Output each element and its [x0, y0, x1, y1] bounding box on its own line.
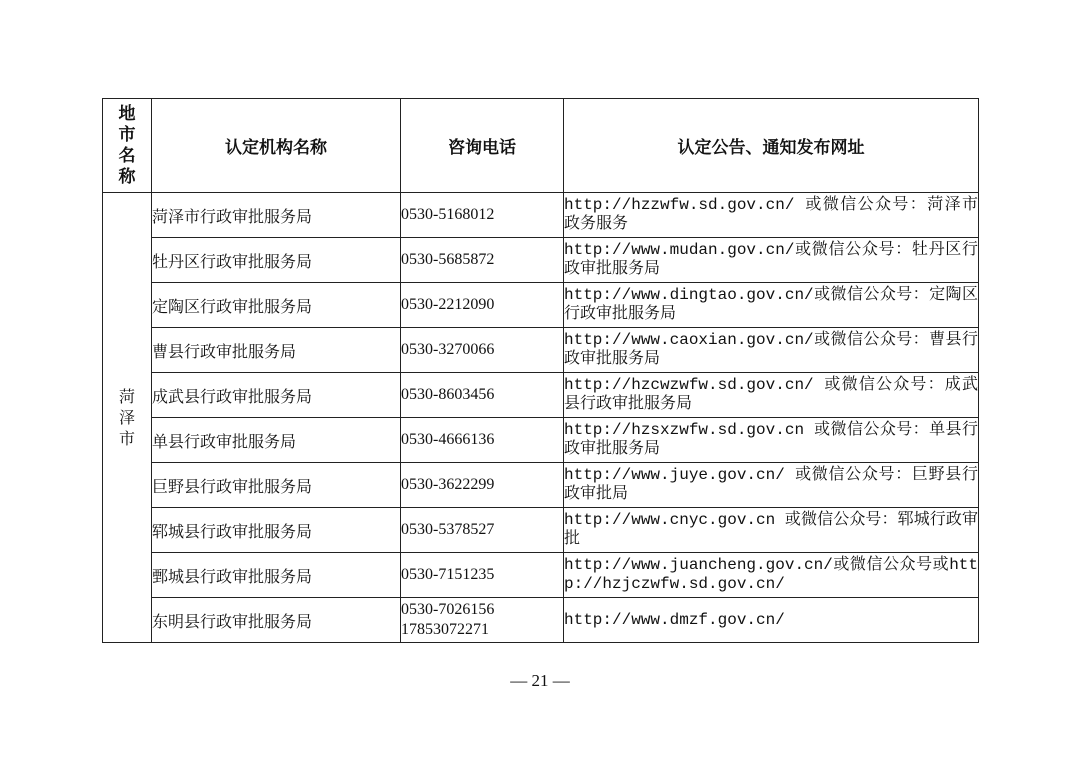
agency-name: 单县行政审批服务局 [152, 418, 401, 463]
phone-line: 0530-7026156 [401, 601, 495, 618]
agency-name: 菏泽市行政审批服务局 [152, 193, 401, 238]
table-row [103, 463, 979, 508]
table-row [103, 508, 979, 553]
header-phone: 咨询电话 [401, 99, 564, 193]
phone-number: 0530-7151235 [401, 553, 564, 598]
phone-number: 0530-5168012 [401, 193, 564, 238]
header-city-name: 地 市 名 称 [103, 99, 152, 193]
header-url: 认定公告、通知发布网址 [564, 99, 979, 193]
table-row [103, 598, 979, 643]
table-row [103, 193, 979, 238]
url-cell[interactable]: http://www.cnyc.gov.cn 或微信公众号：郓城行政审批 [564, 508, 979, 553]
phone-number: 0530-3622299 [401, 463, 564, 508]
phone-number: 0530-5378527 [401, 508, 564, 553]
agency-name: 定陶区行政审批服务局 [152, 283, 401, 328]
table-header-row [103, 99, 979, 193]
url-cell[interactable]: http://hzcwzwfw.sd.gov.cn/ 或微信公众号：成武县行政审批服务局 [564, 373, 979, 418]
page-number: — 21 — [510, 671, 570, 690]
url-cell[interactable]: http://www.juancheng.gov.cn/或微信公众号或http://hzjczwfw.sd.gov.cn/ [564, 553, 979, 598]
phone-line: 17853072271 [401, 621, 489, 638]
phone-number: 0530-8603456 [401, 373, 564, 418]
phone-number [401, 598, 564, 643]
table-row [103, 328, 979, 373]
header-agency-name: 认定机构名称 [152, 99, 401, 193]
table-row [103, 373, 979, 418]
phone-number: 0530-2212090 [401, 283, 564, 328]
table-row [103, 238, 979, 283]
agency-directory-table [102, 98, 979, 643]
url-cell[interactable]: http://www.dmzf.gov.cn/ [564, 598, 979, 643]
phone-number: 0530-5685872 [401, 238, 564, 283]
phone-number: 0530-4666136 [401, 418, 564, 463]
url-cell[interactable]: http://hzsxzwfw.sd.gov.cn 或微信公众号：单县行政审批服务局 [564, 418, 979, 463]
url-cell[interactable]: http://www.juye.gov.cn/ 或微信公众号：巨野县行政审批局 [564, 463, 979, 508]
city-cell: 菏 泽 市 [103, 193, 152, 643]
table-row [103, 283, 979, 328]
agency-name: 东明县行政审批服务局 [152, 598, 401, 643]
table-row [103, 418, 979, 463]
url-cell[interactable]: http://www.caoxian.gov.cn/或微信公众号：曹县行政审批服务局 [564, 328, 979, 373]
url-cell[interactable]: http://www.dingtao.gov.cn/或微信公众号：定陶区行政审批服务局 [564, 283, 979, 328]
agency-name: 鄄城县行政审批服务局 [152, 553, 401, 598]
agency-name: 曹县行政审批服务局 [152, 328, 401, 373]
agency-name: 成武县行政审批服务局 [152, 373, 401, 418]
agency-name: 郓城县行政审批服务局 [152, 508, 401, 553]
table-row [103, 553, 979, 598]
url-cell[interactable]: http://www.mudan.gov.cn/或微信公众号：牡丹区行政审批服务局 [564, 238, 979, 283]
agency-name: 牡丹区行政审批服务局 [152, 238, 401, 283]
url-cell[interactable]: http://hzzwfw.sd.gov.cn/ 或微信公众号：菏泽市政务服务 [564, 193, 979, 238]
phone-number: 0530-3270066 [401, 328, 564, 373]
agency-name: 巨野县行政审批服务局 [152, 463, 401, 508]
